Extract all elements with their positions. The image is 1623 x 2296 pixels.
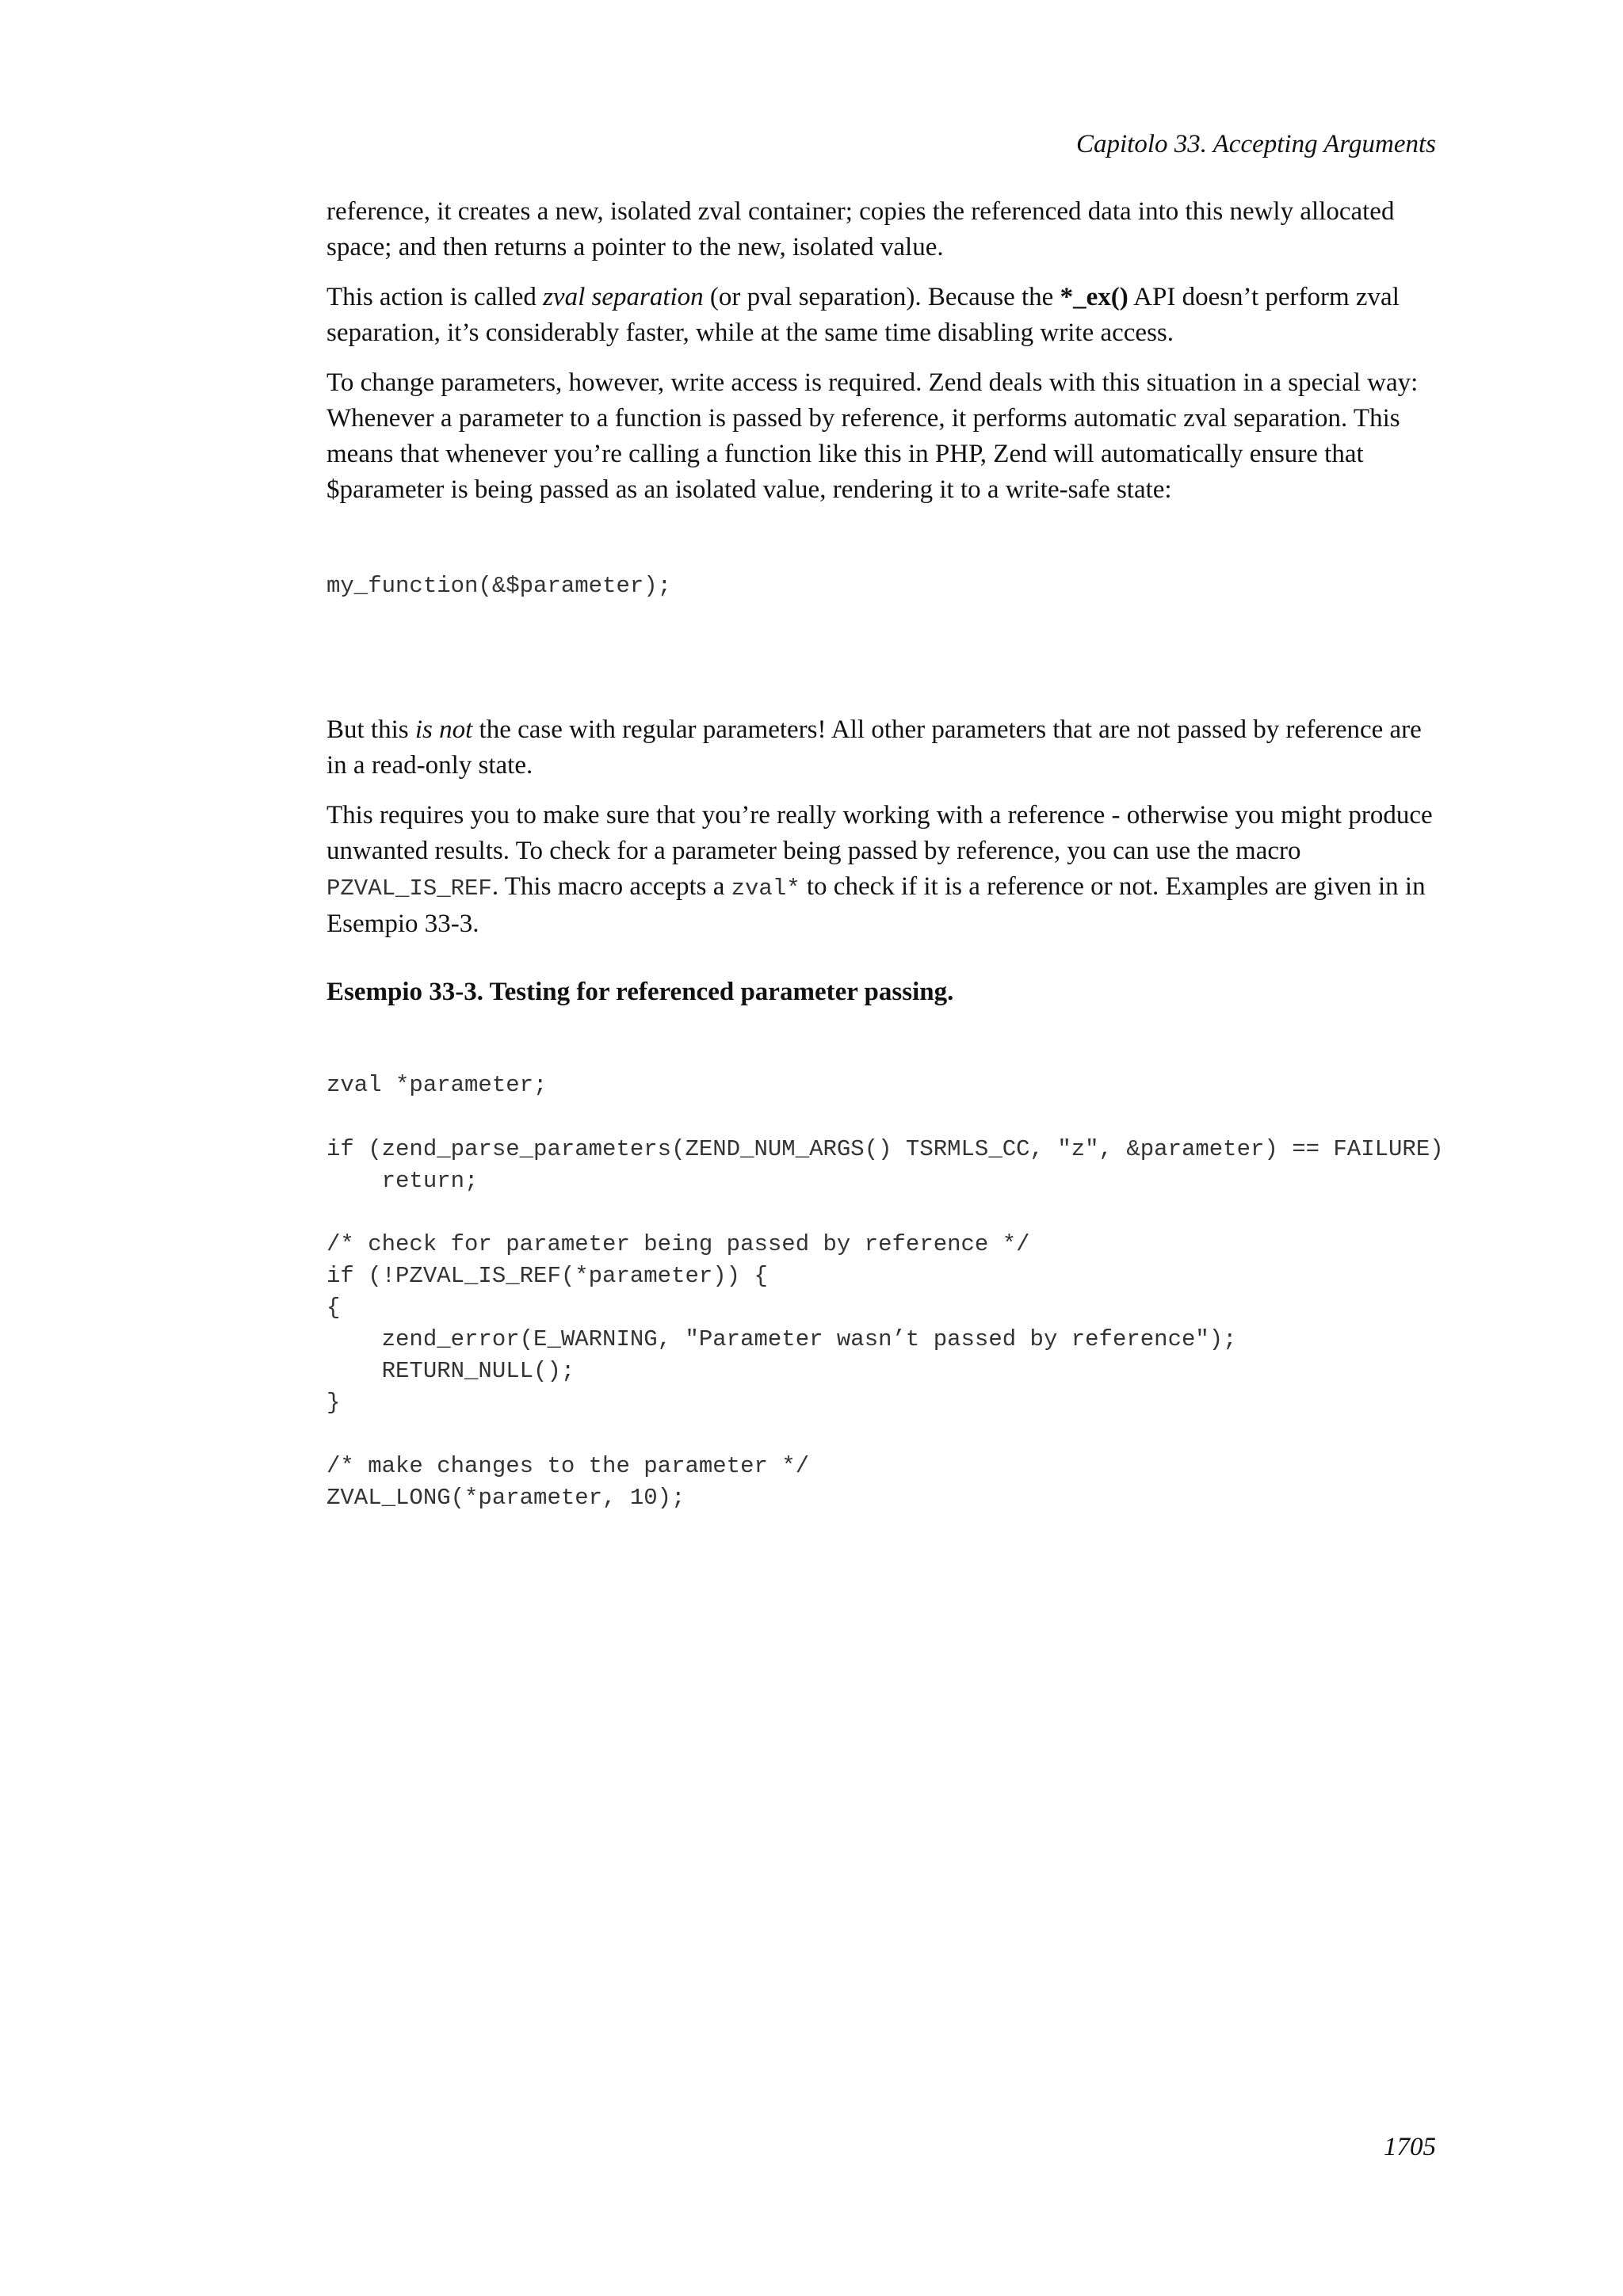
- inline-code-zval-pointer: zval*: [731, 875, 800, 902]
- emphasis-zval-separation: zval separation: [543, 283, 704, 311]
- text-run: API doesn’t perform zval separation, it’s considerably faster, while at the same time disabling write access.: [327, 283, 1400, 347]
- code-line: if (!PZVAL_IS_REF(*parameter)) {: [327, 1263, 768, 1289]
- code-line: zval *parameter;: [327, 1072, 548, 1098]
- running-header: Capitolo 33. Accepting Arguments: [1075, 130, 1436, 158]
- inline-code-pzval-is-ref: PZVAL_IS_REF: [327, 875, 492, 902]
- code-line: {: [327, 1295, 341, 1321]
- code-my-function: my_function(&$parameter);: [327, 573, 672, 599]
- paragraph-check-reference: [327, 798, 1445, 942]
- page-number: 1705: [1384, 2133, 1436, 2161]
- code-line: /* make changes to the parameter */: [327, 1453, 810, 1479]
- paragraph-zval-container: reference, it creates a new, isolated zval container; copies the referenced data into this newly allocated space; and then returns a pointer to the new, isolated value.: [327, 197, 1395, 261]
- code-line: }: [327, 1390, 341, 1416]
- text-run: to check if it is a reference or not. Examples are given in in Esempio 33-3.: [327, 872, 1426, 938]
- code-line: ZVAL_LONG(*parameter, 10);: [327, 1485, 685, 1511]
- code-line: if (zend_parse_parameters(ZEND_NUM_ARGS() TSRMLS_CC, "z", &parameter) == FAILURE): [327, 1136, 1444, 1162]
- text-run: (or pval separation). Because the: [703, 283, 1060, 311]
- code-line: zend_error(E_WARNING, "Parameter wasn’t passed by reference");: [327, 1326, 1237, 1352]
- text-run: This action is called: [327, 283, 544, 311]
- emphasis-is-not: is not: [414, 715, 473, 744]
- text-run: This requires you to make sure that you’re really working with a reference - otherwise you might produce unwanted results. To check for a parameter being passed by reference, you can use the macro: [327, 801, 1433, 865]
- text-run: But this: [327, 715, 415, 744]
- paragraph-write-access: To change parameters, however, write access is required. Zend deals with this situation in a special way: Whenever a parameter to a function is passed by reference, it performs automatic zval separation. This means that whenever you’re calling a function like this in PHP, Zend will automatically ensure that $parameter is being passed as an isolated value, rendering it to a write-safe state:: [327, 368, 1419, 504]
- paragraph-regular-parameters: [327, 712, 1445, 784]
- code-line: /* check for parameter being passed by reference */: [327, 1231, 1030, 1257]
- strong-ex-api: *_ex(): [1060, 283, 1128, 311]
- code-line: RETURN_NULL();: [327, 1358, 575, 1384]
- code-line: return;: [327, 1168, 479, 1194]
- text-run: the case with regular parameters! All other parameters that are not passed by reference are in a read-only state.: [327, 715, 1422, 780]
- text-run: . This macro accepts a: [491, 872, 731, 901]
- paragraph-zval-separation: [327, 280, 1445, 351]
- example-title: Esempio 33-3. Testing for referenced parameter passing.: [327, 978, 954, 1006]
